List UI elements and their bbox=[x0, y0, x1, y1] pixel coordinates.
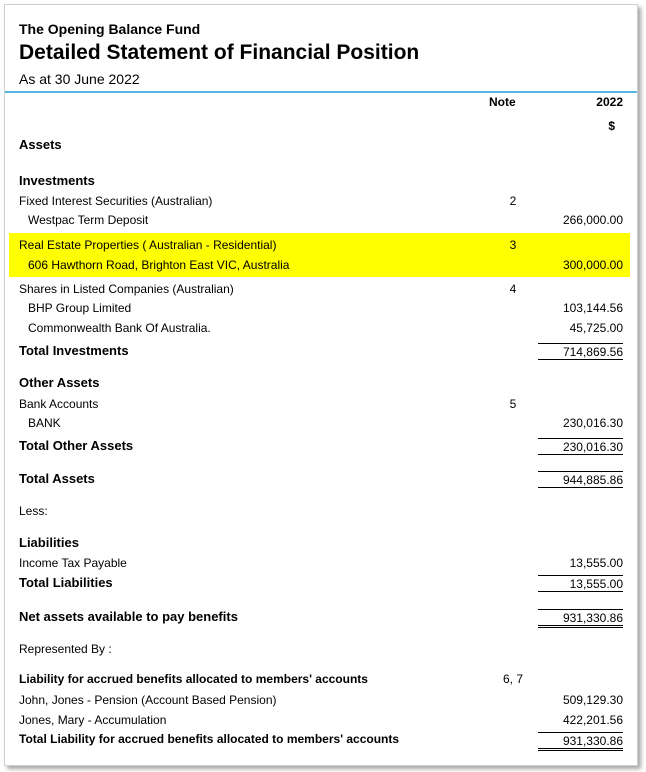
fund-name: The Opening Balance Fund bbox=[19, 21, 201, 37]
row-net-assets: Net assets available to pay benefits 931,330.86 bbox=[5, 609, 637, 627]
row-total-investments: Total Investments 714,869.56 bbox=[19, 343, 623, 359]
header-rule bbox=[5, 91, 637, 93]
row-bank: BANK 230,016.30 bbox=[28, 416, 623, 430]
row-fixed-interest: Fixed Interest Securities (Australian) 2 bbox=[19, 194, 517, 208]
row-total-liability-accrued: Total Liability for accrued benefits allocated to members' accounts 931,330.86 bbox=[5, 732, 637, 750]
row-cba: Commonwealth Bank Of Australia. 45,725.00 bbox=[28, 321, 623, 335]
row-real-estate: Real Estate Properties ( Australian - Residential) 3 bbox=[19, 238, 517, 252]
row-shares: Shares in Listed Companies (Australian) 4 bbox=[19, 282, 517, 296]
row-hawthorn: 606 Hawthorn Road, Brighton East VIC, Australia 300,000.00 bbox=[28, 258, 623, 272]
row-total-assets: Total Assets 944,885.86 bbox=[19, 471, 623, 487]
as-at-date: As at 30 June 2022 bbox=[19, 71, 140, 87]
row-total-liabilities: Total Liabilities 13,555.00 bbox=[19, 575, 623, 591]
section-liabilities: Liabilities bbox=[19, 535, 79, 550]
row-liability-accrued: Liability for accrued benefits allocated to members' accounts 6, 7 bbox=[19, 672, 523, 686]
row-represented-by: Represented By : bbox=[19, 642, 112, 656]
row-total-other-assets: Total Other Assets 230,016.30 bbox=[19, 438, 623, 454]
row-bhp: BHP Group Limited 103,144.56 bbox=[28, 301, 623, 315]
row-bank-accounts: Bank Accounts 5 bbox=[19, 397, 517, 411]
row-john-jones: John, Jones - Pension (Account Based Pension) 509,129.30 bbox=[19, 693, 623, 707]
section-investments: Investments bbox=[19, 173, 95, 188]
currency-label: $ bbox=[608, 119, 615, 133]
section-assets: Assets bbox=[19, 137, 62, 152]
row-westpac: Westpac Term Deposit 266,000.00 bbox=[28, 213, 623, 227]
page-title: Detailed Statement of Financial Position bbox=[19, 41, 420, 64]
row-mary-jones: Jones, Mary - Accumulation 422,201.56 bbox=[19, 713, 623, 727]
section-other-assets: Other Assets bbox=[19, 375, 100, 390]
row-less: Less: bbox=[19, 504, 48, 518]
statement-page bbox=[4, 4, 638, 766]
row-income-tax: Income Tax Payable 13,555.00 bbox=[19, 556, 623, 570]
year-column-header: 2022 bbox=[596, 95, 623, 109]
note-column-header: Note bbox=[489, 95, 516, 109]
